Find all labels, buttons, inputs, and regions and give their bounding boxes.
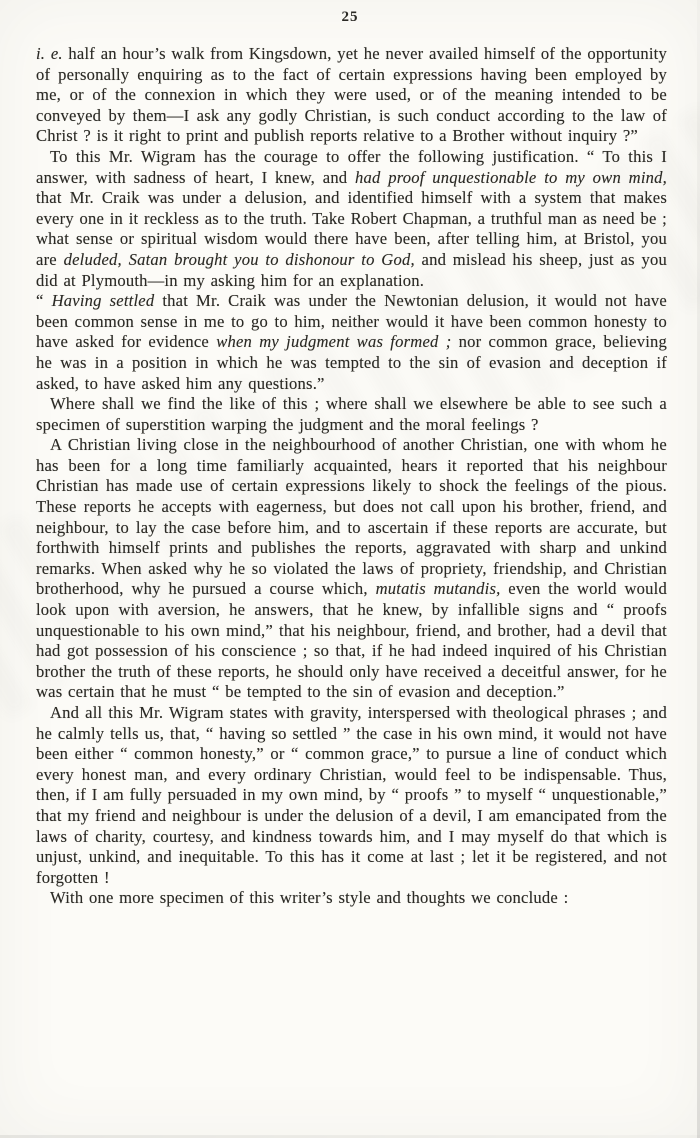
italic-run: Having settled	[51, 291, 155, 311]
italic-run: deluded, Satan brought you to dishonour to God,	[63, 249, 415, 269]
text-run: A Christian living close in the neighbourhood of another Christian, one with whom he has been for a long time familiarly acquainted, hears it reported that his neighbour Christian has made use of certain expressions likely to shock the feelings of the pious. These reports he accepts with eagerness, but does not call upon his brother, friend, and neighbour, to lay the case before him, and to ascertain if these reports are accurate, but forthwith himself prints and publishes the reports, aggravated with sharp and unkind remarks. When asked why he so violated the laws of propriety, friendship, and Christian brotherhood, why he pursued a course which,	[36, 435, 667, 599]
text-run: And all this Mr. Wigram states with gravity, interspersed with theological phrases ; and he calmly tells us, that, “ having so settled ” the case in his own mind, it would not have been either “ common honesty,” or “ common grace,” to pursue a line of conduct which every honest man, and every ordinary Christian, would feel to be indispensable. Thus, then, if I am fully persuaded in my own mind, by “ proofs ” to myself “ unquestionable,” that my friend and neighbour is under the delusion of a devil, I am emancipated from the laws of charity, courtesy, and kindness towards him, and I may myself do that which is unjust, unkind, and inequitable. To this has it come at last ; let it be registered, and not forgotten !	[36, 703, 667, 887]
paragraph	[36, 147, 667, 291]
page-number: 25	[341, 9, 359, 25]
paragraph	[36, 291, 667, 394]
page-body	[36, 44, 667, 909]
text-run: To this Mr. Wigram has the courage to offer the following justification. “ To this I answer, with sadness of heart, I knew, and	[36, 146, 667, 187]
text-run: and mislead his sheep, just as you did at Plymouth—in my asking him for an explanation.	[36, 249, 667, 290]
paragraph	[36, 394, 667, 435]
text-run: nor common grace, believing he was in a position in which he was tempted to the sin of evasion and deception if asked, to have asked him any questions.”	[36, 332, 667, 393]
text-run: With one more specimen of this writer’s style and thoughts we conclude :	[50, 888, 569, 908]
italic-run: mutatis mutandis,	[375, 579, 501, 599]
text-run: that Mr. Craik was under the Newtonian delusion, it would not have been common sense in me to go to him, neither would it have been common honesty to have asked for evidence	[36, 291, 667, 352]
text-run: Where shall we find the like of this ; where shall we elsewhere be able to see such a specimen of superstition warping the judgment and the moral feelings ?	[36, 394, 667, 434]
text-run: that Mr. Craik was under a delusion, and identified himself with a system that makes every one in it reckless as to the truth. Take Robert Chapman, a truthful man as need be ; what sense or spiritual wisdom would there have been, after telling him, at Bristol, you are	[36, 188, 667, 269]
paragraph	[36, 888, 667, 909]
paragraph	[36, 44, 667, 147]
text-run: even the world would look upon with aversion, he answers, that he knew, by infallible signs and “ proofs unquestionable to his own mind,” that his neighbour, friend, and brother, had a devil that had got possession of his conscience ; so that, if he had indeed inquired of his Christian brother the truth of these reports, he should only have received a deceitful answer, for he was certain that he must “ be tempted to the sin of evasion and deception.”	[36, 579, 667, 702]
italic-run: had proof unquestionable to my own mind,	[355, 167, 667, 187]
italic-run: when my judgment was formed ;	[216, 332, 452, 352]
text-run: “	[36, 291, 52, 311]
italic-run: i. e.	[36, 44, 63, 63]
paragraph	[36, 703, 667, 888]
paragraph	[36, 435, 667, 703]
text-run: half an hour’s walk from Kingsdown, yet he never availed himself of the opportunity of personally enquiring as to the fact of certain expressions having been employed by me, or of the connexion in which they were used, or of the meaning intended to be conveyed by them—I ask any godly Christian, is such conduct according to the law of Christ ? is it right to print and publish reports relative to a Brother without inquiry ?”	[36, 44, 667, 146]
